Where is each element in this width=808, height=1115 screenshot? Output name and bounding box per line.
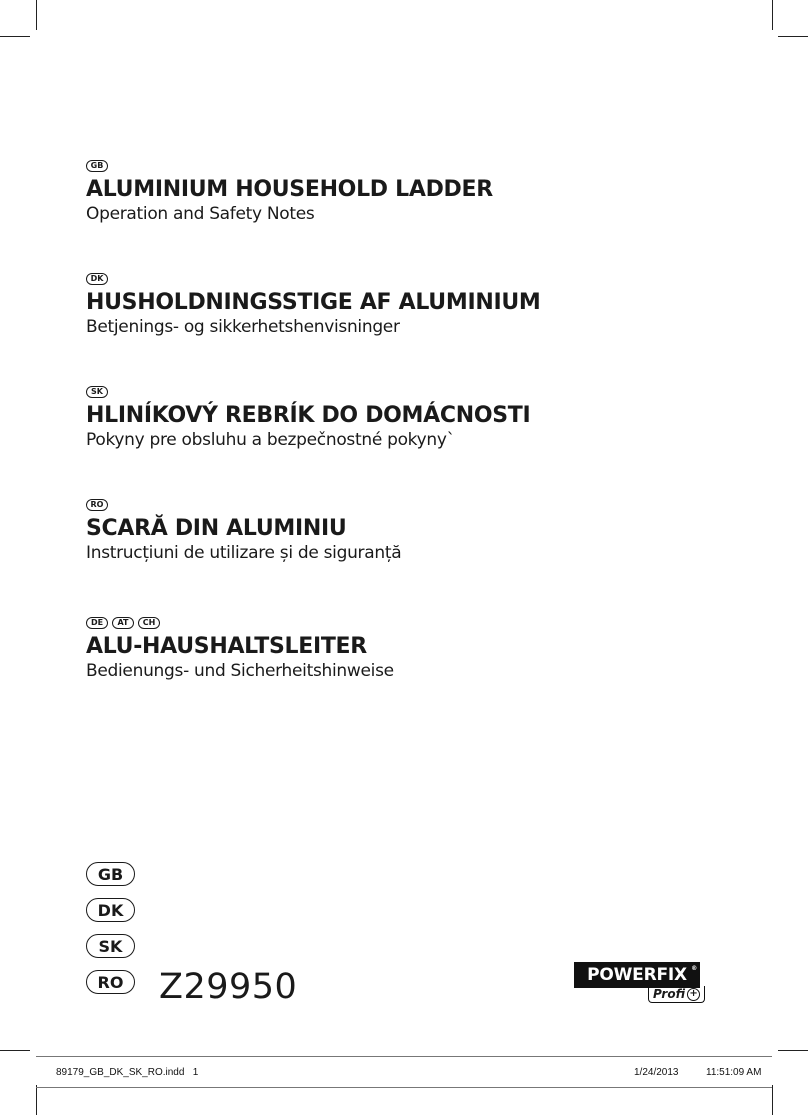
crop-mark-bottom-left-h [0, 1050, 30, 1051]
crop-mark-bottom-left-v [36, 1085, 37, 1115]
brand-sub: Profi [653, 987, 686, 1001]
section-subtitle: Bedienungs- und Sicherheitshinweise [86, 661, 394, 681]
language-badge: GB [86, 160, 108, 172]
section-subtitle: Instrucțiuni de utilizare și de siguranță [86, 543, 402, 563]
section-subtitle: Betjenings- og sikkerhetshenvisninger [86, 317, 400, 337]
section-title: HLINÍKOVÝ REBRÍK DO DOMÁCNOSTI [86, 403, 531, 428]
language-badge-dk: DK [86, 898, 135, 922]
language-badge-gb: GB [86, 862, 135, 886]
language-badge: RO [86, 499, 108, 511]
section-badges [86, 386, 530, 401]
language-badge-ro: RO [86, 970, 135, 994]
section-badges [86, 499, 401, 514]
section-title: SCARĂ DIN ALUMINIU [86, 516, 347, 541]
section-ro [86, 499, 401, 564]
section-subtitle: Operation and Safety Notes [86, 204, 315, 224]
trademark-symbol: ® [691, 965, 697, 972]
language-badge: DK [86, 273, 108, 285]
language-badge-sk: SK [86, 934, 135, 958]
crop-mark-top-left-v [36, 0, 37, 30]
slug-filename: 89179_GB_DK_SK_RO.indd 1 [56, 1067, 199, 1078]
logo-subline [648, 986, 705, 1003]
crop-mark-bottom-right-h [778, 1050, 808, 1051]
slug-time: 11:51:09 AM [706, 1067, 762, 1078]
section-badges [86, 160, 493, 175]
language-badge: AT [112, 617, 134, 629]
section-de-at-ch [86, 617, 394, 682]
section-subtitle: Pokyny pre obsluhu a bezpečnostné pokyny` [86, 430, 455, 450]
crop-mark-top-right-h [778, 36, 808, 37]
crop-mark-top-left-h [0, 36, 30, 37]
crop-mark-bottom-right-v [772, 1085, 773, 1115]
section-title: ALU-HAUSHALTSLEITER [86, 634, 367, 659]
language-badge: DE [86, 617, 108, 629]
section-badges [86, 273, 541, 288]
section-title: ALUMINIUM HOUSEHOLD LADDER [86, 177, 493, 202]
section-sk [86, 386, 530, 451]
slug-date: 1/24/2013 [634, 1067, 679, 1078]
section-gb [86, 160, 493, 225]
language-badge-list [86, 862, 135, 1006]
brand-name: POWERFIX [587, 965, 687, 985]
powerfix-logo [574, 962, 724, 1004]
model-number: Z29950 [159, 967, 298, 1007]
language-badge: CH [138, 617, 160, 629]
section-dk [86, 273, 541, 338]
logo-wordmark [574, 962, 700, 988]
section-title: HUSHOLDNINGSSTIGE AF ALUMINIUM [86, 290, 541, 315]
crop-mark-top-right-v [772, 0, 773, 30]
plus-circle-icon: + [687, 988, 700, 1001]
language-badge: SK [86, 386, 108, 398]
section-badges [86, 617, 394, 632]
